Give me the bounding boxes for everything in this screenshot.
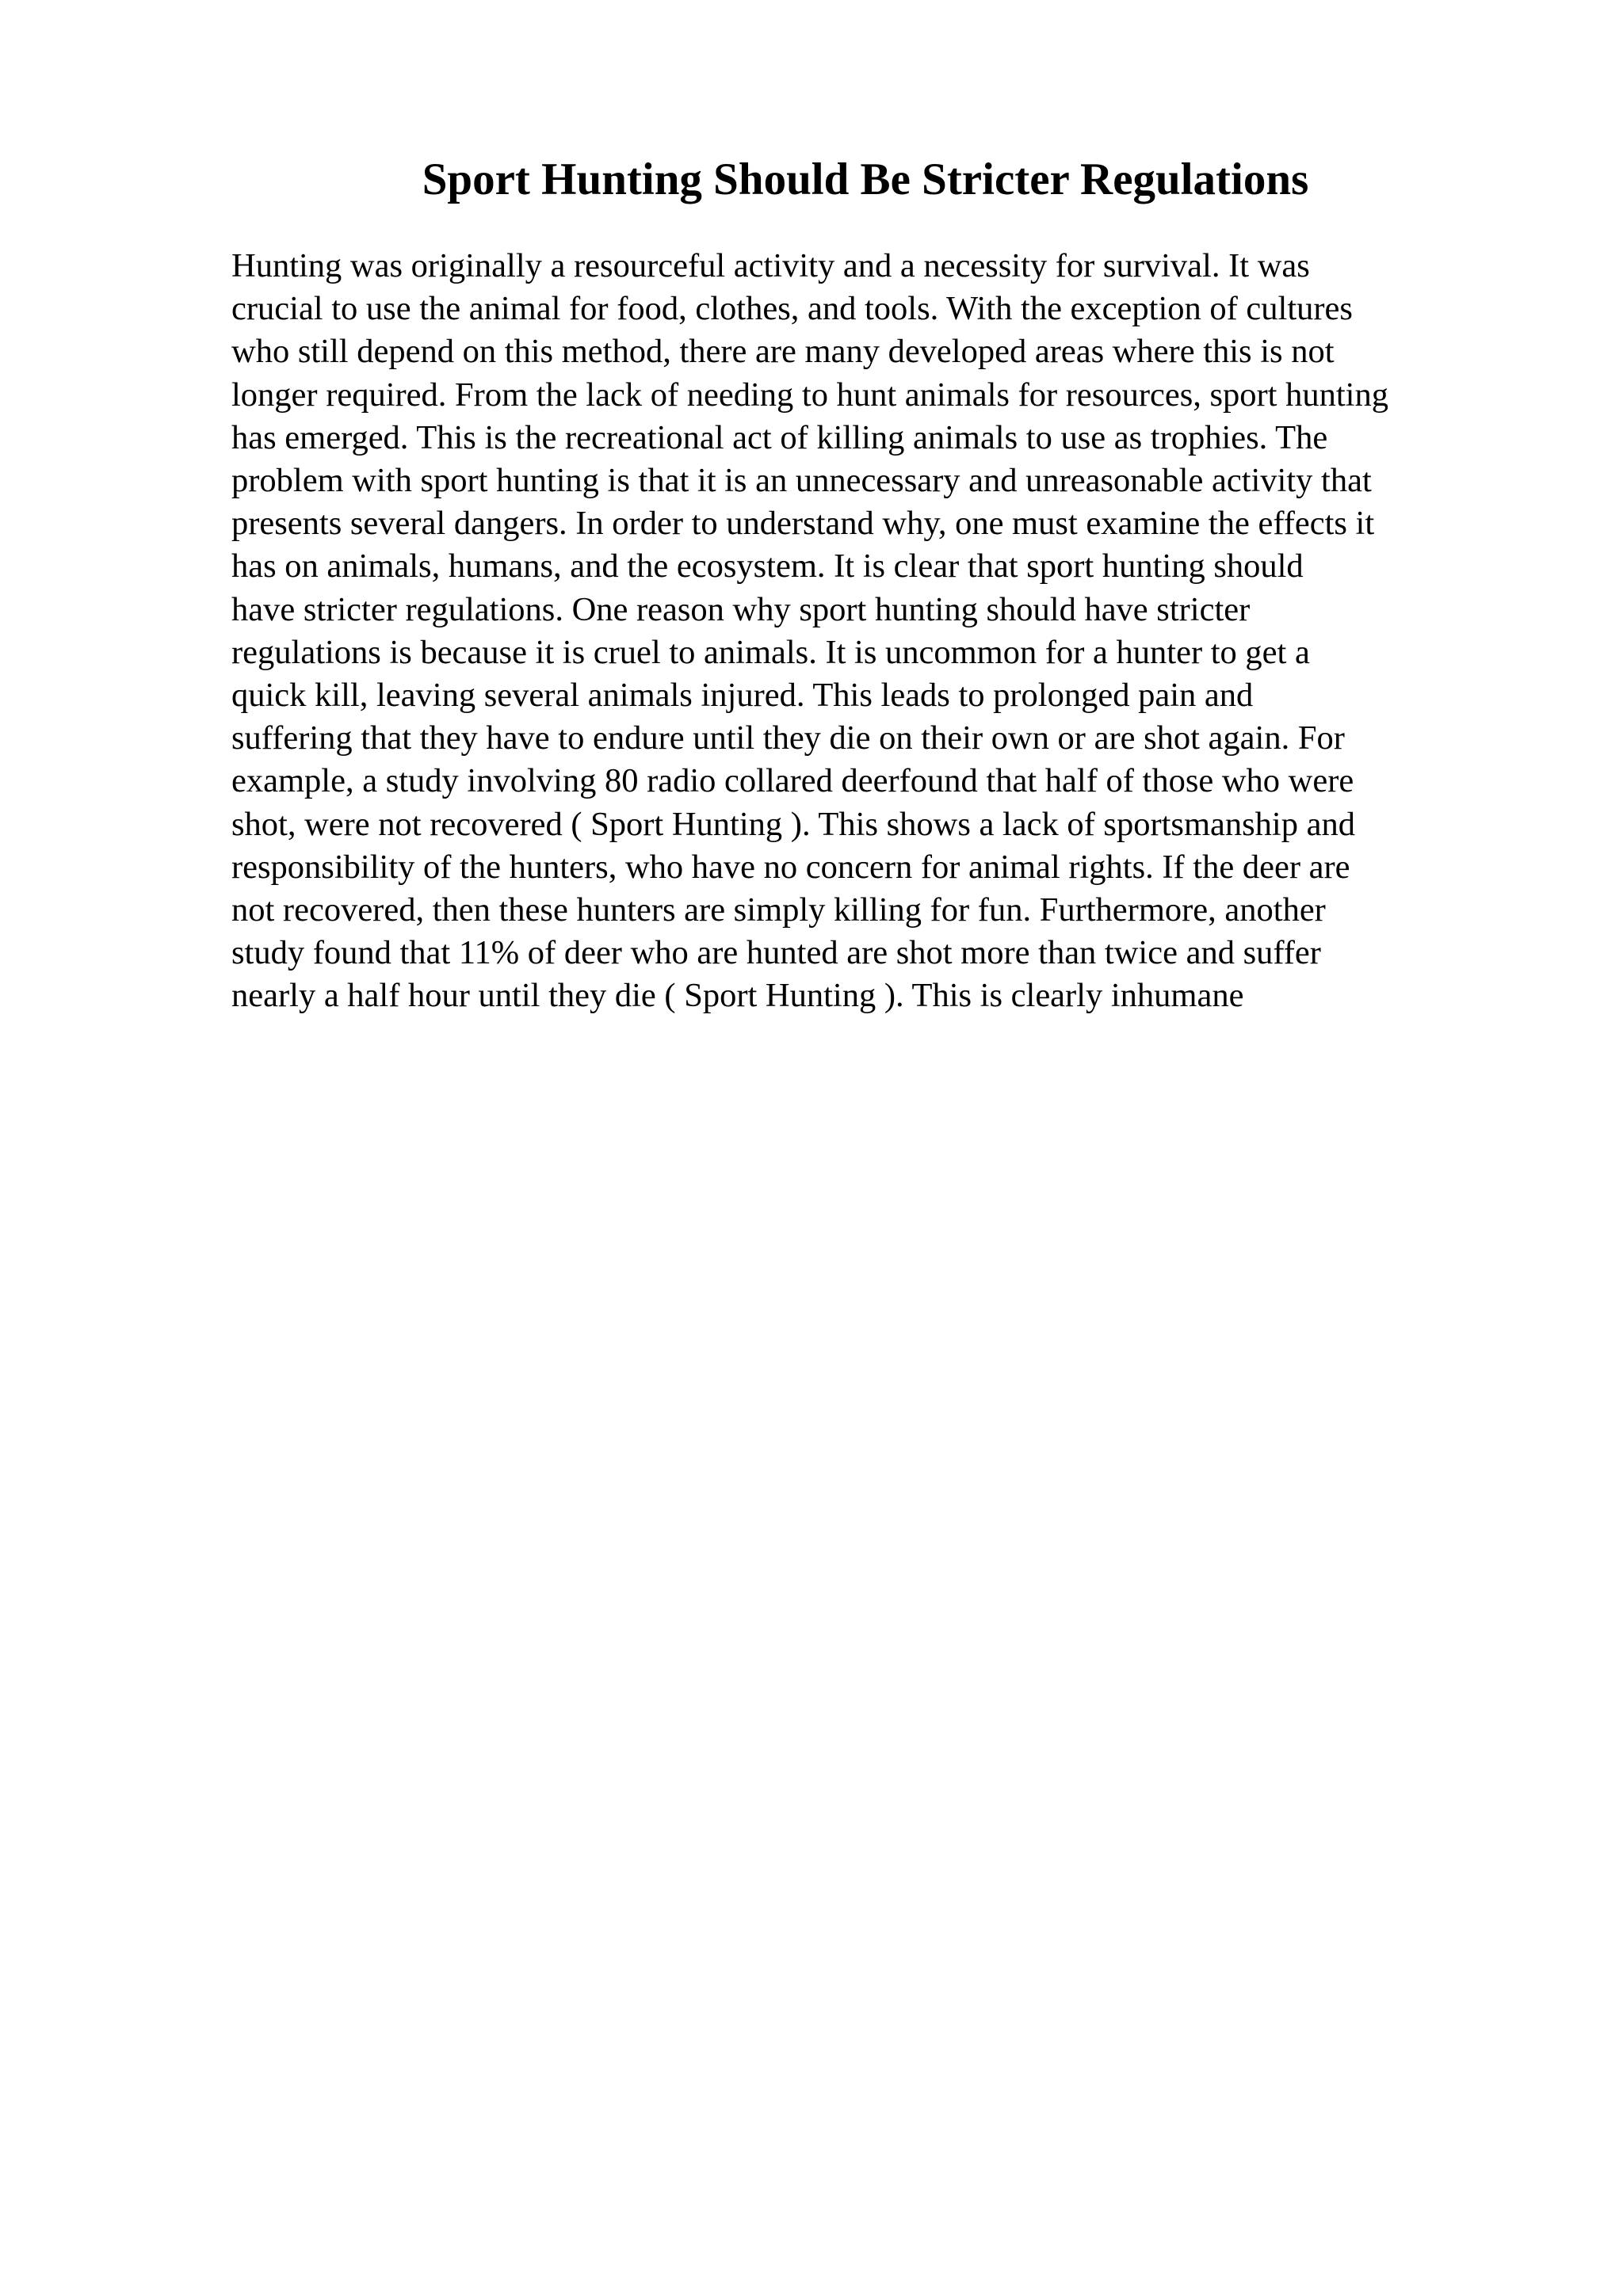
text-line: shot, were not recovered ( Sport Hunting ). This shows a lack of sportsmanship and xyxy=(231,805,1355,843)
text-line: Hunting was originally a resourceful activity and a necessity for survival. It was xyxy=(231,247,1310,284)
text-line: have stricter regulations. One reason why sport hunting should have stricter xyxy=(231,590,1251,628)
document-title: Sport Hunting Should Be Stricter Regulations xyxy=(422,154,1309,204)
text-line: regulations is because it is cruel to animals. It is uncommon for a hunter to get a xyxy=(231,633,1310,671)
text-line: has emerged. This is the recreational act of killing animals to use as trophies. The xyxy=(231,418,1328,456)
text-line: suffering that they have to endure until they die on their own or are shot again. For xyxy=(231,719,1345,757)
text-line: longer required. From the lack of needing to hunt animals for resources, sport hunting xyxy=(231,376,1388,414)
text-line: has on animals, humans, and the ecosystem. It is clear that sport hunting should xyxy=(231,547,1304,585)
text-line: example, a study involving 80 radio collared deerfound that half of those who were xyxy=(231,762,1354,800)
text-line: responsibility of the hunters, who have no concern for animal rights. If the deer are xyxy=(231,848,1350,886)
text-line: crucial to use the animal for food, clothes, and tools. With the exception of cultures xyxy=(231,290,1353,328)
body-paragraph xyxy=(231,245,1579,1018)
text-line: not recovered, then these hunters are simply killing for fun. Furthermore, another xyxy=(231,891,1326,929)
text-line: study found that 11% of deer who are hunted are shot more than twice and suffer xyxy=(231,934,1321,972)
text-line: quick kill, leaving several animals injured. This leads to prolonged pain and xyxy=(231,677,1254,715)
text-line: problem with sport hunting is that it is an unnecessary and unreasonable activity that xyxy=(231,462,1372,500)
text-line: presents several dangers. In order to understand why, one must examine the effects it xyxy=(231,505,1375,543)
text-line: nearly a half hour until they die ( Sport Hunting ). This is clearly inhumane xyxy=(231,977,1244,1015)
text-line: who still depend on this method, there are many developed areas where this is not xyxy=(231,333,1335,371)
